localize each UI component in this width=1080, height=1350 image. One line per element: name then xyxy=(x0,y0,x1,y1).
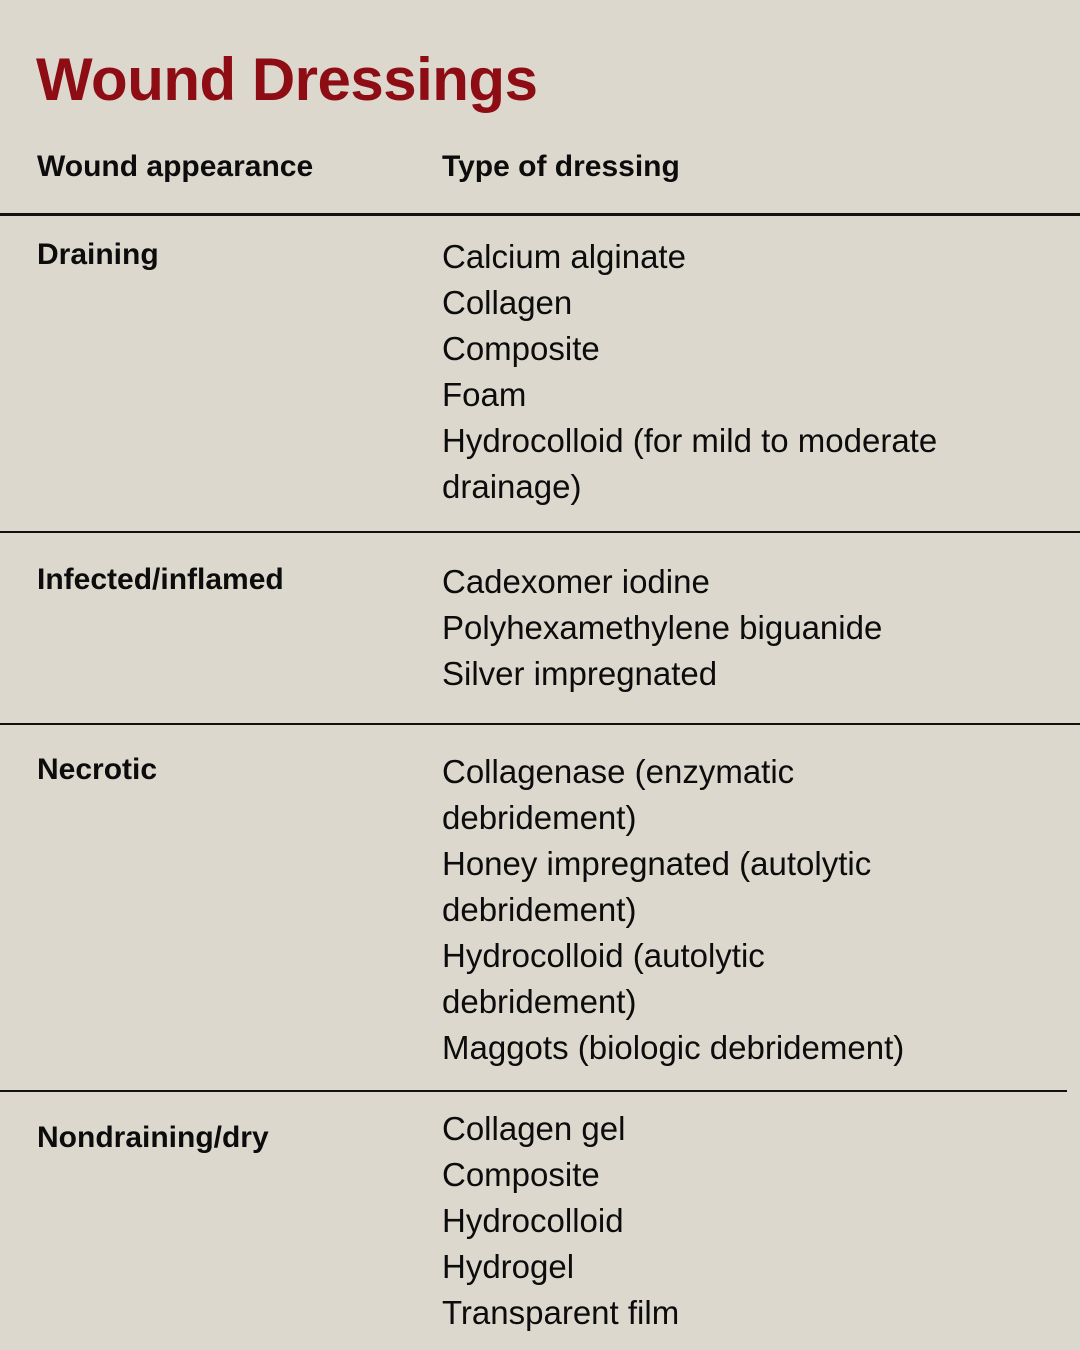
dressing-item: Hydrocolloid (for mild to moderate drainage) xyxy=(442,422,938,505)
row-label: Infected/inflamed xyxy=(37,563,284,596)
dressing-item: Collagen gel xyxy=(442,1110,626,1147)
dressing-item: Composite xyxy=(442,1156,600,1193)
header-divider xyxy=(0,213,1080,216)
dressing-item: Collagenase (enzymatic debridement) xyxy=(442,753,795,836)
dressing-item: Composite xyxy=(442,330,600,367)
column-header-type-of-dressing: Type of dressing xyxy=(442,150,680,183)
dressing-list xyxy=(442,234,1032,510)
dressing-item: Hydrogel xyxy=(442,1248,575,1285)
dressing-item: Polyhexamethylene biguanide xyxy=(442,609,883,646)
dressing-item: Hydrocolloid xyxy=(442,1202,624,1239)
column-header-wound-appearance: Wound appearance xyxy=(37,150,314,183)
row-divider xyxy=(0,531,1080,533)
dressing-item: Maggots (biologic debridement) xyxy=(442,1029,905,1066)
dressing-item: Transparent film xyxy=(442,1294,680,1331)
page-title: Wound Dressings xyxy=(36,46,538,113)
row-label: Nondraining/dry xyxy=(37,1121,269,1154)
row-divider xyxy=(0,723,1080,725)
dressing-item: Collagen xyxy=(442,284,573,321)
dressing-list xyxy=(442,749,942,1071)
dressing-item: Calcium alginate xyxy=(442,238,686,275)
dressing-item: Honey impregnated (autolytic debridement) xyxy=(442,845,872,928)
dressing-item: Hydrocolloid (autolytic debridement) xyxy=(442,937,765,1020)
dressing-item: Cadexomer iodine xyxy=(442,563,710,600)
dressing-item: Foam xyxy=(442,376,527,413)
dressing-item: Silver impregnated xyxy=(442,655,718,692)
row-label: Draining xyxy=(37,238,159,271)
row-label: Necrotic xyxy=(37,753,158,786)
dressing-list xyxy=(442,1106,1032,1336)
row-divider xyxy=(0,1090,1067,1092)
dressing-list xyxy=(442,559,1032,697)
